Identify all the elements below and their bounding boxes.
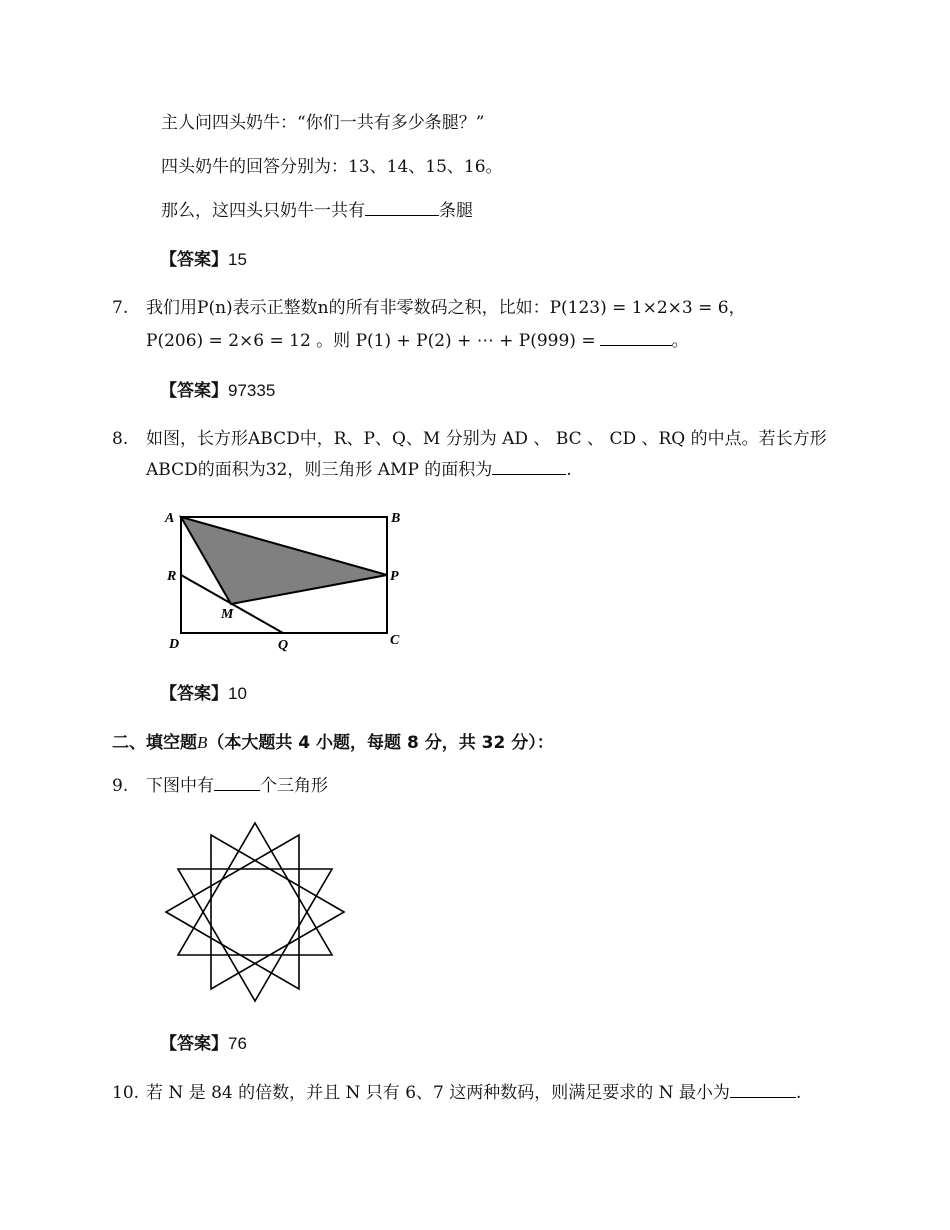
q6-line2: 四头奶牛的回答分别为：13、14、15、16。 <box>161 157 503 177</box>
q10-prefix: 若 N 是 84 的倍数，并且 N 只有 6、7 这两种数码，则满足要求的 N 最小为 <box>146 1083 730 1103</box>
answer-label: 【答案】 <box>160 381 228 401</box>
star-triangle-3 <box>166 835 299 989</box>
section-heading <box>112 731 554 755</box>
q7-answer <box>160 379 275 403</box>
label-d: D <box>169 637 180 652</box>
answer-value: 76 <box>228 1034 247 1053</box>
star-triangle-4 <box>211 835 344 989</box>
label-b: B <box>391 511 401 526</box>
star-triangle-1 <box>178 823 332 955</box>
q8-line1: 如图，长方形ABCD中，R、P、Q、M 分别为 AD 、 BC 、 CD 、RQ 的中点。若长方形 <box>146 429 827 449</box>
q7-number: 7. <box>112 298 129 318</box>
q7-line2 <box>146 329 689 353</box>
label-q: Q <box>278 638 289 653</box>
q7-answer-blank[interactable] <box>600 329 672 346</box>
q9-suffix: 个三角形 <box>260 776 328 796</box>
q7-line1: 我们用P(n)表示正整数n的所有非零数码之积，比如：P(123) = 1×2×3 = 6， <box>146 298 746 318</box>
q8-number: 8. <box>112 429 129 449</box>
q6-answer-blank[interactable] <box>365 199 439 216</box>
q8-line2-suffix: . <box>566 460 572 480</box>
answer-label: 【答案】 <box>160 684 228 704</box>
q8-line2 <box>146 458 572 482</box>
q9-line <box>146 774 328 798</box>
section-letter: B <box>197 733 208 752</box>
q6-answer <box>160 248 247 272</box>
label-m: M <box>221 607 234 622</box>
q6-line1: 主人问四头奶牛：“你们一共有多少条腿？” <box>161 113 485 133</box>
q6-line3 <box>161 199 473 223</box>
q10-suffix: . <box>795 1083 802 1103</box>
section-suffix: （本大题共 4 小题，每题 8 分，共 32 分）： <box>207 733 554 753</box>
answer-label: 【答案】 <box>160 1034 228 1054</box>
q10-answer-blank[interactable] <box>730 1081 796 1098</box>
answer-value: 15 <box>228 250 247 269</box>
answer-value: 10 <box>228 684 247 703</box>
triangle-amp <box>181 517 387 604</box>
q7-line2-suffix: 。 <box>671 331 689 351</box>
star-triangle-2 <box>178 869 332 1001</box>
q9-number: 9. <box>112 776 129 796</box>
q9-answer <box>160 1032 247 1056</box>
q6-line3-prefix: 那么，这四头只奶牛一共有 <box>161 201 365 221</box>
q6-line3-suffix: 条腿 <box>439 201 473 221</box>
label-a: A <box>165 511 175 526</box>
label-c: C <box>390 633 400 648</box>
q9-star-figure <box>155 815 355 1010</box>
q8-line2-prefix: ABCD的面积为32，则三角形 AMP 的面积为 <box>146 460 493 480</box>
q7-line2-prefix: P(206) = 2×6 = 12 。则 P(1) + P(2) + ⋯ + P(999) = <box>146 331 596 351</box>
q10-number: 10. <box>112 1083 140 1103</box>
label-r: R <box>167 569 177 584</box>
answer-label: 【答案】 <box>160 250 228 270</box>
section-prefix: 二、填空题 <box>112 733 197 753</box>
q9-prefix: 下图中有 <box>146 776 214 796</box>
answer-value: 97335 <box>228 381 276 400</box>
q10-line <box>146 1081 801 1105</box>
label-p: P <box>390 569 399 584</box>
q8-rectangle-figure <box>150 500 420 660</box>
q9-answer-blank[interactable] <box>214 774 260 791</box>
q8-answer-blank[interactable] <box>492 458 566 475</box>
q8-answer <box>160 682 247 706</box>
